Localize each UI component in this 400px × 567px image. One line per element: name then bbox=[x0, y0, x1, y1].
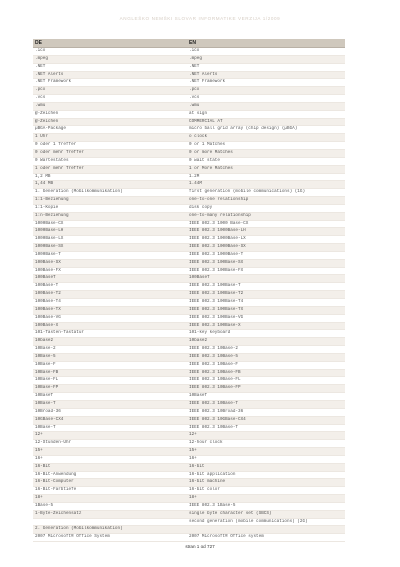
cell-german-term: 0 oder 1 Treffer bbox=[33, 142, 187, 150]
cell-german-term: 0 Wartestates bbox=[33, 157, 187, 165]
cell-english-term: .ico bbox=[187, 48, 345, 56]
cell-german-term: 100Base-T4 bbox=[33, 299, 187, 307]
cell-english-term: 1.44M bbox=[187, 181, 345, 189]
cell-german-term: 100Base-FX bbox=[33, 267, 187, 275]
cell-german-term: 1:1-Beziehung bbox=[33, 197, 187, 205]
cell-german-term: 10base2 bbox=[33, 338, 187, 346]
table-row bbox=[33, 534, 345, 542]
table-row bbox=[33, 244, 345, 252]
table-row bbox=[33, 63, 345, 71]
table-row bbox=[33, 416, 345, 424]
table-row bbox=[33, 518, 345, 526]
cell-english-term: single byte character set (SBCS) bbox=[187, 510, 345, 518]
table-header-row bbox=[33, 39, 345, 48]
table-row bbox=[33, 110, 345, 118]
cell-german-term: 1. Generation (Mobilkommunikation) bbox=[33, 189, 187, 197]
cell-german-term: .NET bbox=[33, 63, 187, 71]
table-row bbox=[33, 283, 345, 291]
cell-german-term: 101-Tasten-Tastatur bbox=[33, 330, 187, 338]
cell-english-term: 18+ bbox=[187, 495, 345, 503]
cell-english-term: 15+ bbox=[187, 448, 345, 456]
cell-german-term: 1000Base-CX bbox=[33, 220, 187, 228]
cell-english-term: 16-bit application bbox=[187, 471, 345, 479]
cell-english-term: .wmu bbox=[187, 102, 345, 110]
table-row bbox=[33, 220, 345, 228]
cell-english-term: IEEE 802.3 10Base-FP bbox=[187, 385, 345, 393]
cell-english-term: micro ball grid array (chip design) (µBGA) bbox=[187, 126, 345, 134]
cell-german-term: 10Broad-36 bbox=[33, 408, 187, 416]
cell-german-term: .wmu bbox=[33, 102, 187, 110]
cell-german-term: 1Base-5 bbox=[33, 502, 187, 510]
table-row bbox=[33, 424, 345, 432]
cell-german-term: 16-Bit bbox=[33, 463, 187, 471]
cell-english-term: IEEE 802.3 10GBase-CX4 bbox=[187, 416, 345, 424]
table-row bbox=[33, 142, 345, 150]
cell-english-term: IEEE 802.3 100Base-SX bbox=[187, 259, 345, 267]
table-row bbox=[33, 377, 345, 385]
table-row bbox=[33, 79, 345, 87]
cell-english-term: o clock bbox=[187, 134, 345, 142]
table-row bbox=[33, 165, 345, 173]
cell-german-term: 10GBase-CX4 bbox=[33, 416, 187, 424]
cell-german-term: 15+ bbox=[33, 448, 187, 456]
cell-english-term: .NET Framework bbox=[187, 79, 345, 87]
cell-english-term: IEEE 802.3 1000Base-T bbox=[187, 251, 345, 259]
table-row bbox=[33, 306, 345, 314]
cell-english-term: IEEE 802.3 100Base-X bbox=[187, 322, 345, 330]
cell-english-term: IEEE 802.3 1000Base-LX bbox=[187, 236, 345, 244]
cell-german-term: 1 Uhr bbox=[33, 134, 187, 142]
cell-english-term: 1 or More Matches bbox=[187, 165, 345, 173]
cell-german-term: 2007 Microsoft® Office System bbox=[33, 534, 187, 542]
cell-german-term: 1000Base-SX bbox=[33, 244, 187, 252]
cell-english-term: IEEE 802.3 10Base-5 bbox=[187, 353, 345, 361]
cell-german-term: 10Base-FL bbox=[33, 377, 187, 385]
cell-english-term: .vcs bbox=[187, 95, 345, 103]
cell-english-term: IEEE 802.3 1Base-5 bbox=[187, 502, 345, 510]
table-row bbox=[33, 134, 345, 142]
cell-german-term: @-Zeichen bbox=[33, 118, 187, 126]
cell-english-term: one-to-many relationship bbox=[187, 212, 345, 220]
table-row bbox=[33, 463, 345, 471]
cell-german-term: 12-Stunden-Uhr bbox=[33, 440, 187, 448]
cell-german-term: 1:n-Beziehung bbox=[33, 212, 187, 220]
cell-english-term: 16+ bbox=[187, 455, 345, 463]
cell-english-term: IEEE 802.3 10Base-FB bbox=[187, 369, 345, 377]
cell-english-term: IEEE 802.3 10Base-FL bbox=[187, 377, 345, 385]
table-row bbox=[33, 181, 345, 189]
table-row bbox=[33, 87, 345, 95]
cell-german-term: 100Base-X bbox=[33, 322, 187, 330]
table-row bbox=[33, 236, 345, 244]
table-row bbox=[33, 189, 345, 197]
cell-german-term: 1000Base-T bbox=[33, 251, 187, 259]
dictionary-title: ANGLEŠKO NEMŠKI SLOVAR INFORMATIKE VERZIJA 1/2009 bbox=[119, 16, 281, 21]
table-row bbox=[33, 228, 345, 236]
table-row bbox=[33, 251, 345, 259]
cell-english-term: 1.2M bbox=[187, 173, 345, 181]
cell-german-term: µBGA-Package bbox=[33, 126, 187, 134]
cell-german-term: 1:1-Kopie bbox=[33, 204, 187, 212]
cell-german-term: 16-Bit-Farbtiefe bbox=[33, 487, 187, 495]
cell-german-term: 1000Base-LH bbox=[33, 228, 187, 236]
table-row bbox=[33, 338, 345, 346]
table-row bbox=[33, 212, 345, 220]
table-row bbox=[33, 322, 345, 330]
table-row bbox=[33, 495, 345, 503]
cell-english-term: IEEE 802.3 1000Base-SX bbox=[187, 244, 345, 252]
cell-german-term bbox=[33, 518, 187, 526]
cell-german-term: 10Base-FP bbox=[33, 385, 187, 393]
table-row bbox=[33, 432, 345, 440]
cell-german-term: 10Base-T bbox=[33, 424, 187, 432]
cell-german-term: 0 oder mehr Treffer bbox=[33, 149, 187, 157]
page-number: stran 1 od 727 bbox=[185, 544, 215, 549]
table-row bbox=[33, 471, 345, 479]
cell-german-term: .ico bbox=[33, 48, 187, 56]
cell-german-term: 100Base-T bbox=[33, 283, 187, 291]
cell-german-term: .NET Alerts bbox=[33, 71, 187, 79]
cell-english-term bbox=[187, 526, 345, 534]
cell-german-term: 1,44 MB bbox=[33, 181, 187, 189]
cell-german-term: 10BaseT bbox=[33, 393, 187, 401]
table-row bbox=[33, 149, 345, 157]
table-row bbox=[33, 479, 345, 487]
table-row bbox=[33, 275, 345, 283]
table-row bbox=[33, 440, 345, 448]
table-row bbox=[33, 126, 345, 134]
table-row bbox=[33, 118, 345, 126]
cell-english-term: IEEE 802.3 1000 Base-CX bbox=[187, 220, 345, 228]
cell-german-term: 1,2 MB bbox=[33, 173, 187, 181]
cell-english-term: 12-hour clock bbox=[187, 440, 345, 448]
cell-english-term: 16-bit machine bbox=[187, 479, 345, 487]
cell-english-term: disk copy bbox=[187, 204, 345, 212]
cell-english-term: 2007 Microsoft® Office system bbox=[187, 534, 345, 542]
cell-german-term: 1-Byte-Zeichensatz bbox=[33, 510, 187, 518]
cell-english-term: 101-key keyboard bbox=[187, 330, 345, 338]
cell-german-term: @-Zeichen bbox=[33, 110, 187, 118]
column-header-de: DE bbox=[33, 39, 187, 48]
cell-german-term: .pcx bbox=[33, 87, 187, 95]
cell-german-term: 10Base-2 bbox=[33, 346, 187, 354]
cell-german-term: 12+ bbox=[33, 432, 187, 440]
table-row bbox=[33, 48, 345, 56]
table-row bbox=[33, 487, 345, 495]
table-row bbox=[33, 330, 345, 338]
cell-english-term: first generation (mobile communications) (1G) bbox=[187, 189, 345, 197]
cell-german-term: 2. Generation (Mobilkommunikation) bbox=[33, 526, 187, 534]
cell-english-term: 16-bit bbox=[187, 463, 345, 471]
table-row bbox=[33, 173, 345, 181]
table-row bbox=[33, 71, 345, 79]
table-row bbox=[33, 267, 345, 275]
cell-english-term: .mpeg bbox=[187, 55, 345, 63]
table-row bbox=[33, 102, 345, 110]
table-row bbox=[33, 204, 345, 212]
cell-english-term: second generation (mobile communications) (2G) bbox=[187, 518, 345, 526]
cell-english-term: IEEE 802.3 100Base-T4 bbox=[187, 299, 345, 307]
cell-german-term: 1 oder mehr Treffer bbox=[33, 165, 187, 173]
table-row bbox=[33, 393, 345, 401]
table-row bbox=[33, 448, 345, 456]
cell-german-term: 16+ bbox=[33, 455, 187, 463]
cell-english-term: IEEE 802.3 100Base-T2 bbox=[187, 291, 345, 299]
table-row bbox=[33, 291, 345, 299]
cell-english-term: .NET bbox=[187, 63, 345, 71]
table-row bbox=[33, 361, 345, 369]
table-row bbox=[33, 197, 345, 205]
cell-german-term: 100Base-TX bbox=[33, 306, 187, 314]
cell-german-term: 10Base-F bbox=[33, 361, 187, 369]
cell-german-term: 10Base-T bbox=[33, 400, 187, 408]
table-row bbox=[33, 502, 345, 510]
cell-english-term: IEEE 802.3 100Base-VG bbox=[187, 314, 345, 322]
column-header-en: EN bbox=[187, 39, 345, 48]
cell-german-term: .vcs bbox=[33, 95, 187, 103]
cell-german-term: 100Base-SX bbox=[33, 259, 187, 267]
cell-german-term: 100Base-VG bbox=[33, 314, 187, 322]
cell-german-term: 16-Bit-Anwendung bbox=[33, 471, 187, 479]
table-row bbox=[33, 55, 345, 63]
cell-english-term: 0 or 1 Matches bbox=[187, 142, 345, 150]
cell-english-term: 12+ bbox=[187, 432, 345, 440]
table-row bbox=[33, 95, 345, 103]
cell-english-term: IEEE 802.3 1000Base-LH bbox=[187, 228, 345, 236]
cell-english-term: COMMERCIAL AT bbox=[187, 118, 345, 126]
table-row bbox=[33, 157, 345, 165]
cell-english-term: IEEE 802.3 10Base-T bbox=[187, 400, 345, 408]
table-row bbox=[33, 385, 345, 393]
cell-english-term: 0 or more Matches bbox=[187, 149, 345, 157]
cell-english-term: .pcx bbox=[187, 87, 345, 95]
table-row bbox=[33, 369, 345, 377]
cell-english-term: 100BaseT bbox=[187, 275, 345, 283]
cell-english-term: IEEE 802.3 100Base-T bbox=[187, 283, 345, 291]
cell-english-term: at sign bbox=[187, 110, 345, 118]
cell-english-term: IEEE 802.3 10Base-T bbox=[187, 424, 345, 432]
glossary-table bbox=[33, 39, 345, 542]
cell-english-term: .NET Alerts bbox=[187, 71, 345, 79]
table-row bbox=[33, 408, 345, 416]
cell-english-term: IEEE 802.3 10Broad-36 bbox=[187, 408, 345, 416]
cell-german-term: .mpeg bbox=[33, 55, 187, 63]
cell-german-term: .NET Framework bbox=[33, 79, 187, 87]
cell-german-term: 10Base-5 bbox=[33, 353, 187, 361]
table-row bbox=[33, 455, 345, 463]
cell-english-term: IEEE 802.3 10Base-2 bbox=[187, 346, 345, 354]
cell-english-term: 10BaseT bbox=[187, 393, 345, 401]
cell-english-term: 0 wait state bbox=[187, 157, 345, 165]
table-row bbox=[33, 299, 345, 307]
table-row bbox=[33, 400, 345, 408]
cell-german-term: 16-Bit-Computer bbox=[33, 479, 187, 487]
table-row bbox=[33, 314, 345, 322]
cell-english-term: IEEE 802.3 100Base-FX bbox=[187, 267, 345, 275]
cell-english-term: 10base2 bbox=[187, 338, 345, 346]
table-row bbox=[33, 510, 345, 518]
cell-german-term: 1000Base-LX bbox=[33, 236, 187, 244]
table-row bbox=[33, 259, 345, 267]
table-row bbox=[33, 526, 345, 534]
cell-german-term: 100Base-T2 bbox=[33, 291, 187, 299]
cell-english-term: IEEE 802.3 100Base-TX bbox=[187, 306, 345, 314]
cell-german-term: 18+ bbox=[33, 495, 187, 503]
table-row bbox=[33, 353, 345, 361]
cell-english-term: one-to-one relationship bbox=[187, 197, 345, 205]
cell-english-term: IEEE 802.3 10Base-F bbox=[187, 361, 345, 369]
cell-german-term: 100BaseT bbox=[33, 275, 187, 283]
table-row bbox=[33, 346, 345, 354]
cell-german-term: 10Base-FB bbox=[33, 369, 187, 377]
cell-english-term: 16-bit color bbox=[187, 487, 345, 495]
